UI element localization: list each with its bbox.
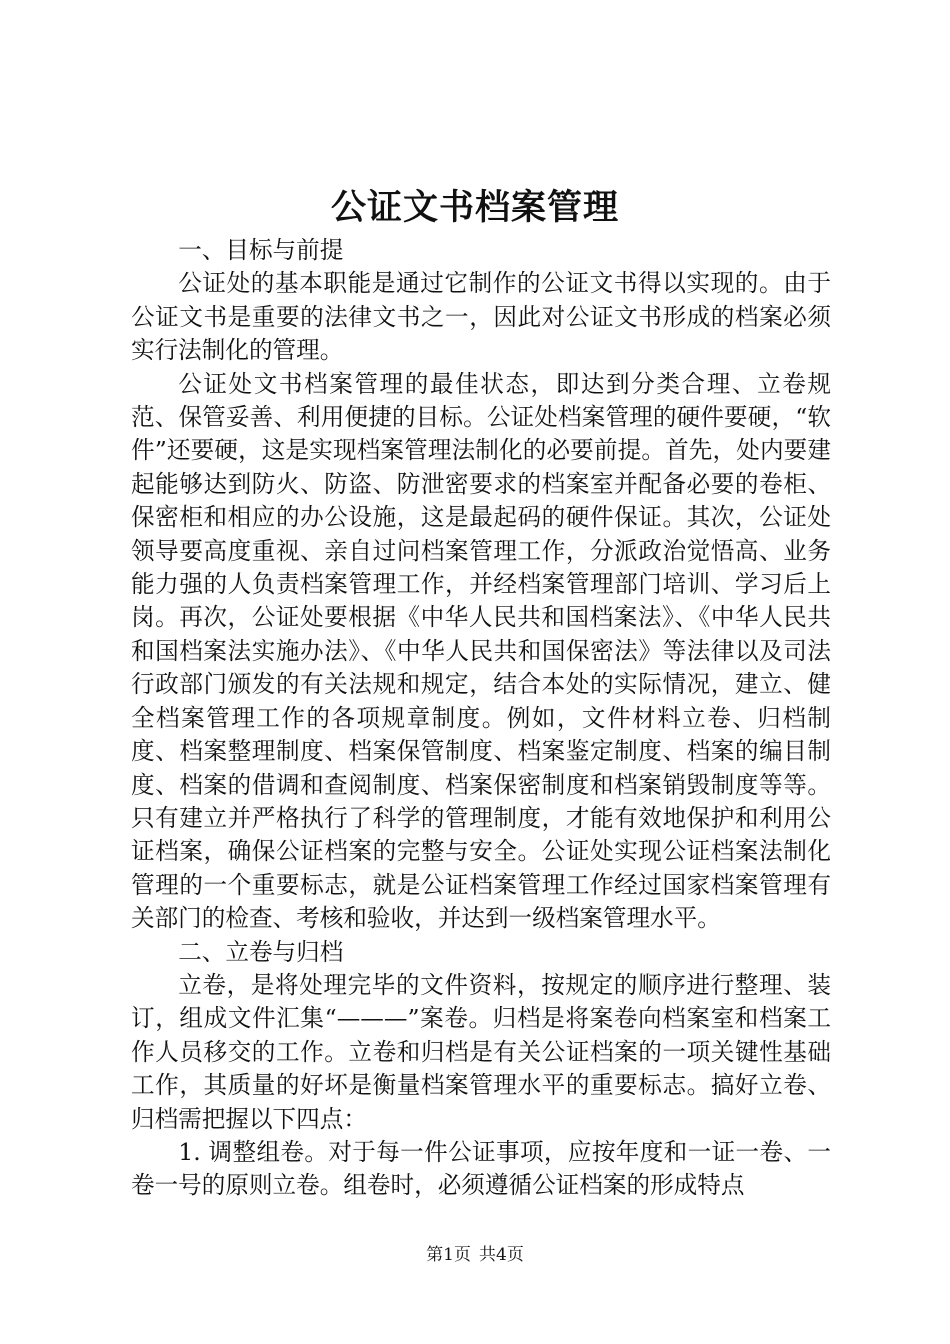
document-title: 公证文书档案管理 — [330, 187, 619, 228]
page-number: 第1页 — [426, 1245, 471, 1265]
page-footer — [0, 1244, 950, 1266]
paragraph: 立卷，是将处理完毕的文件资料，按规定的顺序进行整理、装订，组成文件汇集“———”案卷。归档是将案卷向档案室和档案工作人员移交的工作。立卷和归档是有关公证档案的一项关键性基础工作，其质量的好坏是衡量档案管理水平的重要标志。搞好立卷、归档需把握以下四点： — [131, 970, 831, 1133]
paragraph: 公证处的基本职能是通过它制作的公证文书得以实现的。由于公证文书是重要的法律文书之一，因此对公证文书形成的档案必须实行法制化的管理。 — [131, 269, 831, 365]
paragraph: 公证处文书档案管理的最佳状态，即达到分类合理、立卷规范、保管妥善、利用便捷的目标。公证处档案管理的硬件要硬，“软件”还要硬，这是实现档案管理法制化的必要前提。首先，处内要建起能够达到防火、防盗、防泄密要求的档案室并配备必要的卷柜、保密柜和相应的办公设施，这是最起码的硬件保证。其次，公证处领导要高度重视、亲自过问档案管理工作，分派政治觉悟高、业务能力强的人负责档案管理工作，并经档案管理部门培训、学习后上岗。再次，公证处要根据《中华人民共和国档案法》、《中华人民共和国档案法实施办法》、《中华人民共和国保密法》等法律以及司法行政部门颁发的有关法规和规定，结合本处的实际情况，建立、健全档案管理工作的各项规章制度。例如，文件材料立卷、归档制度、档案整理制度、档案保管制度、档案鉴定制度、档案的编目制度、档案的借调和查阅制度、档案保密制度和档案销毁制度等等。只有建立并严格执行了科学的管理制度，才能有效地保护和利用公证档案，确保公证档案的完整与安全。公证处实现公证档案法制化管理的一个重要标志，就是公证档案管理工作经过国家档案管理有关部门的检查、考核和验收，并达到一级档案管理水平。 — [131, 369, 831, 933]
document-body — [131, 234, 831, 1203]
section-heading-2: 二、立卷与归档 — [178, 937, 344, 966]
page-total: 共4页 — [479, 1245, 524, 1265]
paragraph: 1. 调整组卷。对于每一件公证事项，应按年度和一证一卷、一卷一号的原则立卷。组卷时，必须遵循公证档案的形成特点 — [131, 1137, 831, 1200]
section-heading-1: 一、目标与前提 — [178, 236, 344, 264]
